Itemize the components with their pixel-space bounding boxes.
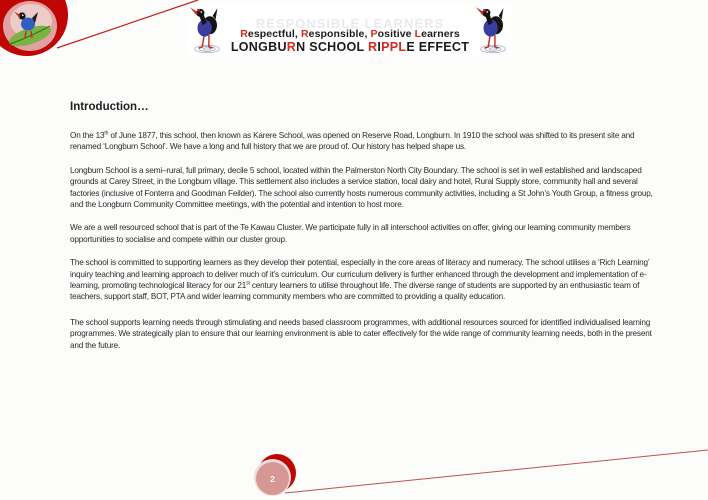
- paragraph-curriculum: The school is committed to supporting learners as they develop their potential, especially in the core areas of literacy and numeracy. The school utilises a ‘Rich Learning’ inquiry teaching and learning approach to deliver much of it’s curriculum. Our curriculum delivery is further enhanced through the development and implementation of e-learning, promoting technological literacy for our 21st century learners to utilise throughout life. The diverse range of students are supported by an enthusiastic team of teachers, support staff, BOT, PTA and wider learning community members who are committed to providing a quality education.: [70, 258, 650, 302]
- header-banner: [188, 4, 512, 56]
- paragraph-cluster: We are a well resourced school that is part of the Te Kawau Cluster. We participate fully in all interschool activities on offer, giving our learning community members opportunities to socialise and compete within our cluster group.: [70, 223, 631, 244]
- school-motto: Respectful, Responsible, Positive Learners: [240, 27, 460, 40]
- pukeko-on-leaf-icon: [2, 6, 58, 54]
- banner-title: LONGBURN SCHOOL RIPPLE EFFECT: [230, 39, 470, 54]
- pukeko-right-icon: [474, 4, 512, 56]
- section-heading: Introduction…: [70, 101, 149, 113]
- page-number: 2: [270, 473, 275, 484]
- document-body: [70, 101, 658, 363]
- badge-front-circle: [256, 462, 289, 495]
- school-logo: [0, 0, 90, 70]
- banner-watermark: RESPONSIBLE LEARNERS: [255, 15, 445, 31]
- paragraph-history: On the 13th of June 1877, this school, then known as Karere School, was opened on Reserve Road, Longburn. In 1910 the school was shifted to its present site and renamed ‘Longburn School’. We have a long and full history that we are proud of. Our history has helped shape us.: [70, 130, 635, 152]
- pukeko-left-icon: [188, 4, 226, 56]
- paragraph-location: Longburn School is a semi–rural, full primary, decile 5 school, located within the Palmerston North City Boundary. The school is set in well established and landscaped grounds at Carey Street, in the Longburn village. This settlement also includes a service station, local dairy and hotel, Rural Supply store, community hall and several factories (inclusive of Fonterra and Goodman Feilder). The school also currently hosts numerous community activities, including a St John’s Youth Group, a fitness group, and the Longburn Community Committee meetings, with the potential and intention to host more.: [70, 165, 653, 210]
- banner-text-block: [226, 2, 474, 59]
- page-number-badge: [250, 450, 300, 500]
- paragraph-learning-needs: The school supports learning needs through stimulating and needs based classroom programmes, with additional resources sourced for identified individualised learning programmes. We strategically plan to ensure that our learning environment is able to cater effectively for the wide range of community learning needs, both in the present and the future.: [70, 317, 652, 350]
- bottom-diagonal-line: [285, 450, 708, 493]
